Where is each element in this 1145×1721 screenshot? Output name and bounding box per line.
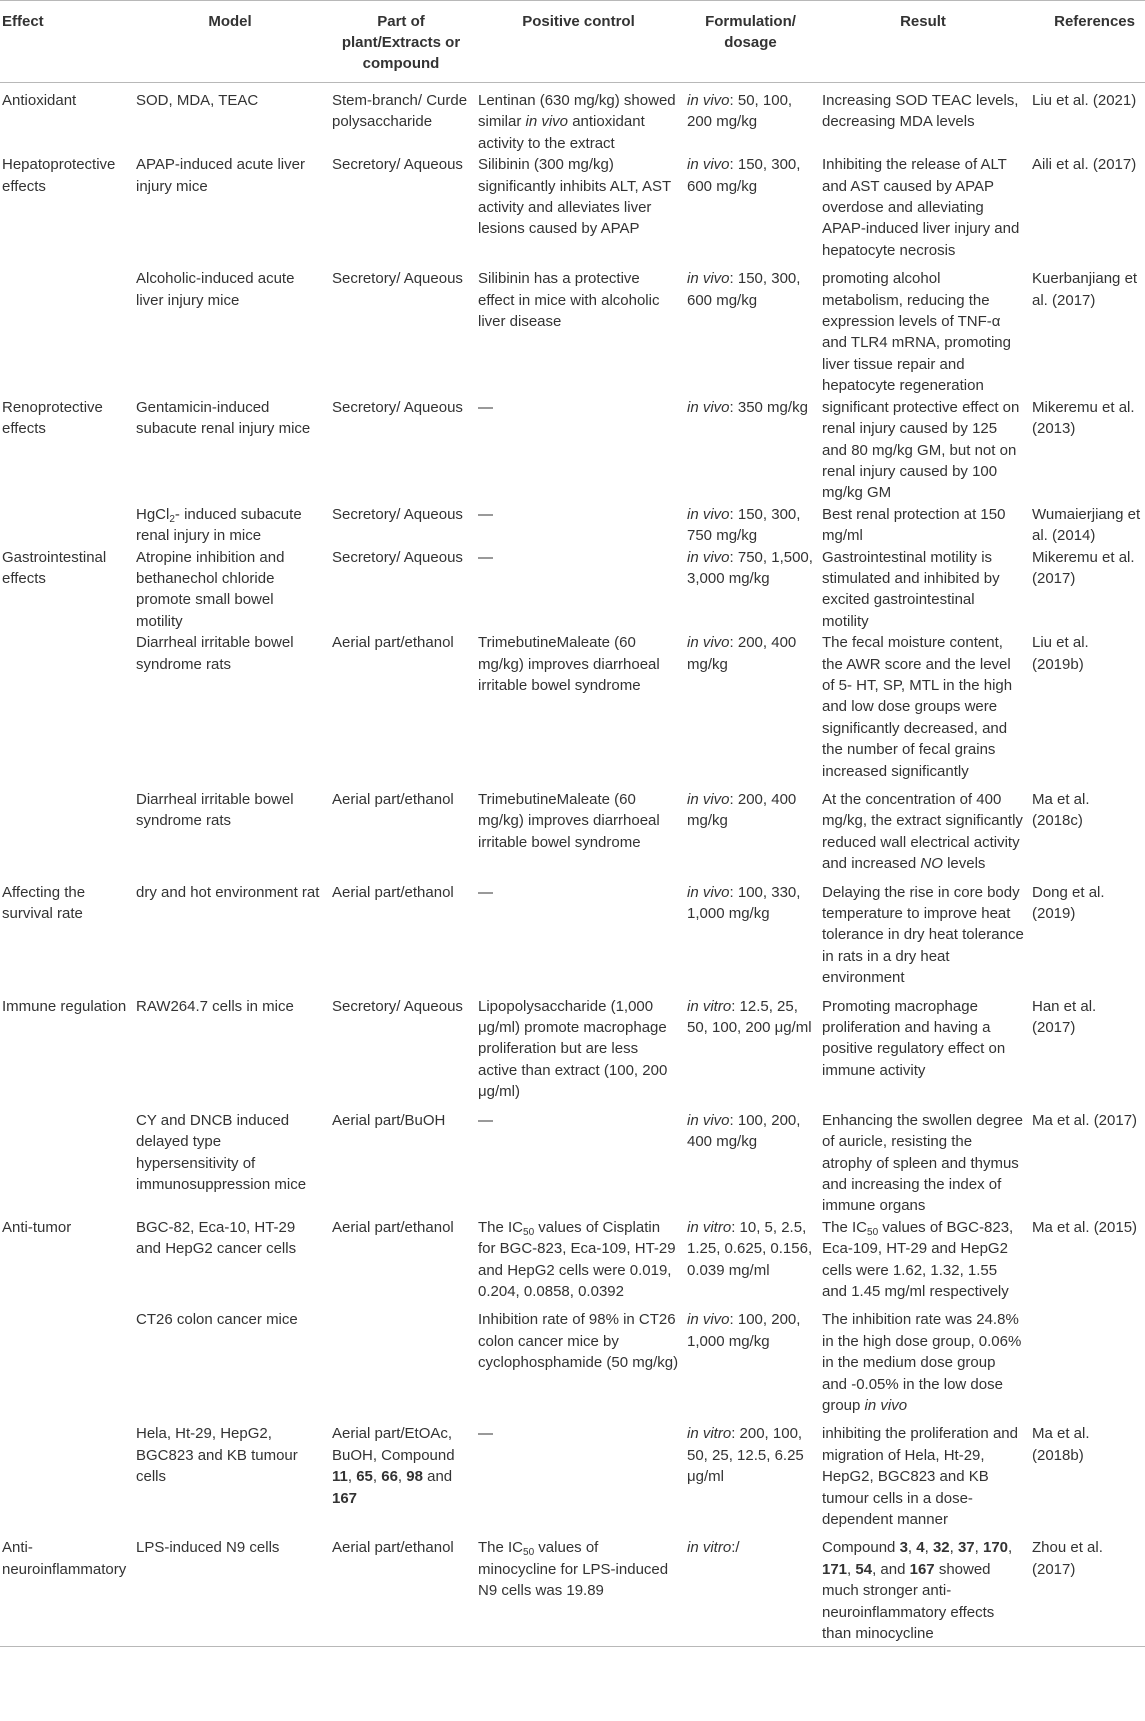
table-row [0,1302,1145,1416]
positive-control-cell [474,632,683,782]
result-text: At the concentration of 400 mg/kg, the extract significantly reduced wall electrical activity and increased NO levels [822,791,1023,873]
reference-cell: Ma et al. (2015) [1032,1218,1138,1236]
part-cell: Aerial part/BuOH [332,1111,446,1129]
result-subscript: 50 [867,1226,879,1238]
positive-control-text: — [478,398,493,416]
dosage-text: in vitro: 12.5, 25, 50, 100, 200 μg/ml [687,997,812,1037]
part-cell: Aerial part/EtOAc, BuOH, Compound 11, 65, 66, 98 and 167 [332,1425,455,1507]
model-cell: dry and hot environment rat [136,883,320,901]
part-cell: Aerial part/ethanol [332,791,454,808]
header-formulation: Formulation/ dosage [683,1,818,83]
reference-cell: Liu et al. (2019b) [1032,634,1089,673]
positive-control-text: — [478,1111,493,1129]
result-cell: Best renal protection at 150 mg/ml [822,505,1006,545]
part-cell: Secretory/ Aqueous [332,997,463,1015]
dosage-text: in vivo: 100, 330, 1,000 mg/kg [687,883,801,923]
positive-control-text: — [478,1425,493,1443]
dosage-cell [683,632,818,782]
result-cell: significant protective effect on renal injury caused by 125 and 80 mg/kg GM, but not on renal injury caused by 100 mg/kg GM [822,398,1020,502]
pc-subscript: 50 [523,1226,535,1238]
part-cell: Aerial part/ethanol [328,1530,474,1647]
result-and: and [880,1560,906,1578]
dosage-text: in vivo: 150, 300, 600 mg/kg [687,156,801,195]
dosage-cell [683,782,818,875]
result-cell: Promoting macrophage proliferation and having a positive regulatory effect on immune activity [822,997,1006,1079]
result-cell: Gastrointestinal motility is stimulated and inhibited by excited gastrointestinal motility [822,548,1000,630]
result-tail: showed much stronger anti-neuroinflammatory effects than minocycline [822,1560,995,1643]
model-cell: CY and DNCB induced delayed type hypersensitivity of immunosuppression mice [136,1111,307,1193]
dosage-text: in vivo: 350 mg/kg [687,398,808,416]
table-row [0,547,1145,633]
dosage-text: in vivo: 150, 300, 750 mg/kg [687,505,801,545]
table-row [0,632,1145,782]
positive-control-text: TrimebutineMaleate (60 mg/kg) improves diarrhoeal irritable bowel syndrome [478,791,660,851]
part-cell [328,1302,474,1416]
part-and: and [427,1468,453,1486]
reference-cell: Zhou et al. (2017) [1028,1530,1145,1647]
result-suffix: values of BGC-823, Eca-109, HT-29 and HepG2 cells were 1.62, 1.32, 1.55 and 1.45 mg/ml respectively [822,1218,1014,1300]
table-row [0,1103,1145,1217]
table-row [0,261,1145,396]
result-cell [818,782,1028,875]
result-text: The inhibition rate was 24.8% in the high dose group, 0.06% in the medium dose group and -0.05% in the low dose group in vivo [822,1311,1022,1414]
model-cell: APAP-induced acute liver injury mice [136,156,305,195]
result-cell: promoting alcohol metabolism, reducing the expression levels of TNF-α and TLR4 mRNA, promoting liver tissue repair and hepatocyte regeneration [822,270,1011,395]
result-cell [818,1217,1028,1303]
effect-cell: Affecting the survival rate [2,883,86,923]
positive-control-text: — [478,505,493,523]
table-row [0,1217,1145,1303]
compound-number: 167 [909,1560,935,1578]
dosage-cell [683,1530,818,1647]
model-cell: RAW264.7 cells in mice [136,997,294,1015]
compound-number: 37 [957,1539,975,1557]
reference-cell: Ma et al. (2018b) [1032,1425,1090,1464]
compound-number: 66 [381,1468,398,1486]
reference-cell: Mikeremu et al. (2013) [1032,398,1135,438]
positive-control-cell [474,875,683,989]
positive-control-text: Lentinan (630 mg/kg) showed similar in vivo antioxidant activity to the extract [478,92,676,152]
compound-number: 167 [332,1489,358,1507]
pc-suffix: values of Cisplatin for BGC-823, Eca-109, HT-29 and HepG2 cells were 0.019, 0.204, 0.0858, 0.0392 [478,1218,676,1300]
table-row [0,1416,1145,1530]
model-prefix: HgCl [136,505,170,523]
dosage-text: in vitro: 200, 100, 50, 25, 12.5, 6.25 μg/ml [687,1425,804,1486]
header-row [0,1,1145,83]
dosage-cell [683,1103,818,1217]
positive-control-cell [474,547,683,633]
model-cell: LPS-induced N9 cells [132,1530,328,1647]
model-suffix: - induced subacute renal injury in mice [136,505,302,545]
dosage-text: in vivo: 200, 400 mg/kg [687,634,797,673]
compound-number: 98 [406,1468,423,1486]
effect-cell [0,1103,132,1217]
header-result: Result [818,1,1028,83]
compound-number: 54 [855,1560,873,1578]
part-text: Aerial part/EtOAc, BuOH, Compound [332,1425,455,1464]
part-cell: Aerial part/ethanol [332,1218,454,1236]
part-cell: Secretory/ Aqueous [332,505,463,523]
positive-control-cell [474,397,683,504]
header-positive-control: Positive control [474,1,683,83]
positive-control-text: Inhibition rate of 98% in CT26 colon cancer mice by cyclophosphamide (50 mg/kg) [478,1311,679,1372]
dosage-text: in vivo: 750, 1,500, 3,000 mg/kg [687,548,813,587]
model-cell: SOD, MDA, TEAC [136,92,259,109]
result-prefix: The IC [822,1218,868,1236]
reference-cell [1028,1302,1145,1416]
model-cell: Alcoholic-induced acute liver injury mice [136,270,295,309]
part-cell: Secretory/ Aqueous [332,548,463,566]
table-row [0,782,1145,875]
pc-suffix: values of minocycline for LPS-induced N9 cells was 19.89 [478,1539,669,1600]
compound-number: 171 [822,1560,848,1578]
result-cell: inhibiting the proliferation and migration of Hela, Ht-29, HepG2, BGC823 and KB tumour cells in a dose-dependent manner [822,1425,1018,1528]
effect-cell [0,504,132,547]
result-cell: Increasing SOD TEAC levels, decreasing MDA levels [822,92,1019,131]
result-cell: Enhancing the swollen degree of auricle, resisting the atrophy of spleen and thymus and increasing the index of immune organs [822,1111,1023,1215]
positive-control-cell [474,504,683,547]
dosage-cell [683,875,818,989]
reference-cell: Dong et al. (2019) [1032,883,1105,923]
table-row [0,989,1145,1103]
compound-number: 11 [332,1468,348,1486]
header-part: Part of plant/Extracts or compound [328,1,474,83]
reference-cell: Ma et al. (2017) [1032,1111,1138,1129]
part-cell: Aerial part/ethanol [332,883,454,901]
positive-control-cell [474,1103,683,1217]
positive-control-text: — [478,883,493,901]
dosage-text: in vitro:/ [687,1539,740,1557]
model-cell: Atropine inhibition and bethanechol chloride promote small bowel motility [136,548,285,630]
pc-prefix: The IC [478,1218,524,1236]
table-row [0,83,1145,155]
dosage-text: in vivo: 200, 400 mg/kg [687,791,797,830]
reference-cell: Han et al. (2017) [1032,997,1097,1037]
dosage-cell [683,504,818,547]
result-cell: Compound 3, 4, 32, 37, 170, 171, 54, and 167 showed much stronger anti-neuroinflammatory effects than minocycline [818,1530,1028,1647]
reference-cell: Aili et al. (2017) [1032,156,1137,174]
reference-cell: Wumaierjiang et al. (2014) [1032,505,1141,545]
positive-control-cell [474,154,683,261]
part-cell: Secretory/ Aqueous [332,398,463,416]
compound-number: 3 [899,1539,908,1557]
positive-control-text: Lipopolysaccharide (1,000 μg/ml) promote macrophage proliferation but are less active than extract (100, 200 μg/ml) [478,997,668,1101]
effect-cell: Immune regulation [2,997,127,1015]
part-cell: Aerial part/ethanol [332,634,454,652]
model-cell: Gentamicin-induced subacute renal injury mice [136,398,311,438]
dosage-cell [683,1416,818,1530]
dosage-cell [683,154,818,261]
positive-control-cell [474,1302,683,1416]
dosage-cell [683,1302,818,1416]
reference-cell: Ma et al. (2018c) [1032,791,1090,830]
model-cell: Diarrheal irritable bowel syndrome rats [136,634,294,673]
dosage-cell [683,989,818,1103]
effect-cell [0,261,132,396]
dosage-text: in vivo: 100, 200, 400 mg/kg [687,1111,801,1151]
reference-cell: Mikeremu et al. (2017) [1032,548,1135,587]
part-cell: Secretory/ Aqueous [332,156,463,174]
effect-cell: Hepatoprotective effects [2,156,116,195]
positive-control-cell [474,261,683,396]
positive-control-cell [474,989,683,1103]
dosage-cell [683,83,818,155]
effect-cell: Antioxidant [2,92,77,109]
result-cell: Delaying the rise in core body temperature to improve heat tolerance in dry heat tolerance in rats in a dry heat environment [822,883,1024,987]
effect-cell [0,632,132,782]
effect-cell: Renoprotective effects [2,398,103,438]
positive-control-text: Silibinin (300 mg/kg) significantly inhibits ALT, AST activity and alleviates liver lesions caused by APAP [478,156,671,238]
positive-control-text: TrimebutineMaleate (60 mg/kg) improves diarrhoeal irritable bowel syndrome [478,634,660,694]
result-cell: The fecal moisture content, the AWR score and the level of 5- HT, SP, MTL in the high and low dose groups were significantly decreased, and the number of fecal grains increased significantly [822,634,1013,780]
dosage-text: in vivo: 150, 300, 600 mg/kg [687,270,801,309]
table-row [0,504,1145,547]
effect-cell: Gastrointestinal effects [2,548,107,587]
effect-cell [0,782,132,875]
dosage-text: in vivo: 50, 100, 200 mg/kg [687,92,793,131]
positive-control-cell [474,1217,683,1303]
header-effect: Effect [0,1,132,83]
reference-cell: Liu et al. (2021) [1032,92,1137,109]
header-model: Model [132,1,328,83]
model-cell: CT26 colon cancer mice [136,1311,298,1329]
part-cell: Stem-branch/ Curde polysaccharide [332,92,468,131]
compound-number: 4 [916,1539,925,1557]
model-cell: BGC-82, Eca-10, HT-29 and HepG2 cancer cells [136,1218,297,1258]
pc-prefix: The IC [478,1539,524,1557]
compound-number: 65 [356,1468,373,1486]
effect-cell: Anti-tumor [2,1218,72,1236]
positive-control-cell [474,1530,683,1647]
effect-cell [0,1302,132,1416]
positive-control-cell [474,782,683,875]
table-row [0,154,1145,261]
model-cell: Hela, Ht-29, HepG2, BGC823 and KB tumour cells [136,1425,298,1486]
table-row [0,397,1145,504]
dosage-text: in vitro: 10, 5, 2.5, 1.25, 0.625, 0.156, 0.039 mg/ml [687,1218,813,1279]
header-references: References [1028,1,1145,83]
positive-control-cell [474,83,683,155]
pc-subscript: 50 [523,1547,535,1559]
result-cell: Inhibiting the release of ALT and AST caused by APAP overdose and alleviating APAP-induced liver injury and hepatocyte necrosis [822,156,1020,259]
model-subscript: 2 [169,513,175,525]
positive-control-cell [474,1416,683,1530]
table-row [0,875,1145,989]
positive-control-text: — [478,548,493,566]
positive-control-text: Silibinin has a protective effect in mice with alcoholic liver disease [478,270,660,331]
result-word: Compound [822,1539,896,1557]
dosage-cell [683,547,818,633]
model-cell [132,504,328,547]
reference-cell: Kuerbanjiang et al. (2017) [1032,270,1138,309]
table-row [0,1530,1145,1647]
dosage-cell [683,261,818,396]
effect-cell [0,1416,132,1530]
compound-number: 170 [983,1539,1009,1557]
dosage-cell [683,1217,818,1303]
dosage-text: in vivo: 100, 200, 1,000 mg/kg [687,1311,801,1350]
part-cell: Secretory/ Aqueous [332,270,463,288]
effect-cell: Anti-neuroinflammatory [0,1530,132,1647]
compound-number: 32 [932,1539,950,1557]
result-cell [818,1302,1028,1416]
dosage-cell [683,397,818,504]
model-cell: Diarrheal irritable bowel syndrome rats [136,791,294,830]
